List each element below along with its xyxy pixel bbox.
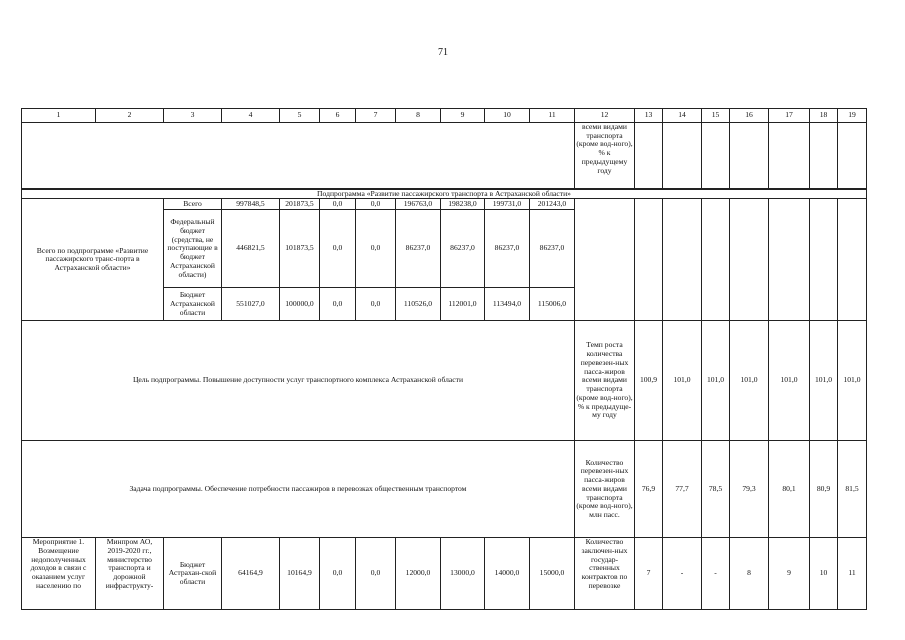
task-row: [22, 441, 867, 538]
value-cell: 100,9: [635, 321, 663, 441]
header-row: [22, 109, 867, 123]
goal-text: Цель подпрограммы. Повышение доступности услуг транспортного комплекса Астраханской области: [22, 321, 575, 441]
value-cell: 79,3: [730, 441, 769, 538]
value-cell: 0,0: [356, 199, 396, 210]
value-cell: 86237,0: [396, 210, 441, 288]
value-cell: 0,0: [320, 199, 356, 210]
source-cell: Всего: [164, 199, 222, 210]
value-cell: 11: [838, 538, 867, 610]
value-cell: 76,9: [635, 441, 663, 538]
col-header: 9: [441, 109, 485, 123]
source-cell: Бюджет Астраханской области: [164, 288, 222, 321]
value-cell: 80,9: [810, 441, 838, 538]
value-cell: 199731,0: [485, 199, 530, 210]
value-cell: 0,0: [356, 288, 396, 321]
value-cell: 201243,0: [530, 199, 575, 210]
value-cell: 110526,0: [396, 288, 441, 321]
value-cell: 101,0: [663, 321, 702, 441]
value-cell: 196763,0: [396, 199, 441, 210]
value-cell: 86237,0: [530, 210, 575, 288]
task-text: Задача подпрограммы. Обеспечение потребности пассажиров в перевозках общественным транспортом: [22, 441, 575, 538]
event-row: [22, 538, 867, 610]
value-cell: 10164,9: [280, 538, 320, 610]
value-cell: -: [702, 538, 730, 610]
value-cell: 0,0: [356, 210, 396, 288]
value-cell: 12000,0: [396, 538, 441, 610]
value-cell: 78,5: [702, 441, 730, 538]
subprogram-row: [22, 189, 867, 199]
value-cell: 0,0: [320, 288, 356, 321]
value-cell: 115006,0: [530, 288, 575, 321]
value-cell: 101,0: [730, 321, 769, 441]
value-cell: -: [663, 538, 702, 610]
col-header: 19: [838, 109, 867, 123]
col-header: 6: [320, 109, 356, 123]
col-header: 4: [222, 109, 280, 123]
value-cell: 446821,5: [222, 210, 280, 288]
col-header: 13: [635, 109, 663, 123]
value-cell: 0,0: [320, 210, 356, 288]
col-header: 2: [96, 109, 164, 123]
value-cell: 77,7: [663, 441, 702, 538]
col-header: 5: [280, 109, 320, 123]
value-cell: 7: [635, 538, 663, 610]
value-cell: 101,0: [810, 321, 838, 441]
value-cell: 86237,0: [441, 210, 485, 288]
value-cell: 9: [769, 538, 810, 610]
col-header: 18: [810, 109, 838, 123]
value-cell: 81,5: [838, 441, 867, 538]
total-label: Всего по подпрограмме «Развитие пассажирского транс-порта в Астраханской области»: [22, 199, 164, 321]
value-cell: 101,0: [769, 321, 810, 441]
source-cell: Федеральный бюджет (средства, не поступающие в бюджет Астраханской области): [164, 210, 222, 288]
value-cell: 101,0: [838, 321, 867, 441]
value-cell: 80,1: [769, 441, 810, 538]
subprogram-title: Подпрограмма «Развитие пассажирского транспорта в Астраханской области»: [22, 189, 867, 199]
col-header: 7: [356, 109, 396, 123]
value-cell: 10: [810, 538, 838, 610]
page-number: 71: [438, 47, 448, 58]
indicator-cell: Количество перевезен-ных пасса-жиров всеми видами транспорта (кроме вод-ного), млн пасс.: [575, 441, 635, 538]
value-cell: 8: [730, 538, 769, 610]
col-header: 17: [769, 109, 810, 123]
value-cell: 198238,0: [441, 199, 485, 210]
indicator-cell: Темп роста количества перевезен-ных пасса-жиров всеми видами транспорта (кроме вод-ного), % к предыдуще-му году: [575, 321, 635, 441]
value-cell: 14000,0: [485, 538, 530, 610]
value-cell: 112001,0: [441, 288, 485, 321]
col-header: 8: [396, 109, 441, 123]
value-cell: 113494,0: [485, 288, 530, 321]
value-cell: 551027,0: [222, 288, 280, 321]
col-header: 3: [164, 109, 222, 123]
indicator-cell: Количество заключен-ных государ-ственных контрактов по перевозке: [575, 538, 635, 610]
col-header: 1: [22, 109, 96, 123]
value-cell: 13000,0: [441, 538, 485, 610]
value-cell: 201873,5: [280, 199, 320, 210]
value-cell: 0,0: [320, 538, 356, 610]
data-table: [21, 108, 867, 610]
value-cell: 997848,5: [222, 199, 280, 210]
value-cell: 101873,5: [280, 210, 320, 288]
col-header: 12: [575, 109, 635, 123]
value-cell: 15000,0: [530, 538, 575, 610]
value-cell: 0,0: [356, 538, 396, 610]
col-header: 11: [530, 109, 575, 123]
value-cell: 86237,0: [485, 210, 530, 288]
indicator-cell: всеми видами транспорта (кроме вод-ного), % к предыдущему году: [575, 123, 635, 189]
source-cell: Бюджет Астрахан-ской области: [164, 538, 222, 610]
table-row: [22, 123, 867, 189]
goal-row: [22, 321, 867, 441]
value-cell: 101,0: [702, 321, 730, 441]
event-executor: Минпром АО, 2019-2020 гг., министерство транспорта и дорожной инфраструкту-: [96, 538, 164, 610]
value-cell: 64164,9: [222, 538, 280, 610]
event-name: Мероприятие 1. Возмещение недополученных доходов в связи с оказанием услуг населению по: [22, 538, 96, 610]
value-cell: 100000,0: [280, 288, 320, 321]
col-header: 14: [663, 109, 702, 123]
table-row: [22, 199, 867, 210]
col-header: 10: [485, 109, 530, 123]
col-header: 16: [730, 109, 769, 123]
col-header: 15: [702, 109, 730, 123]
